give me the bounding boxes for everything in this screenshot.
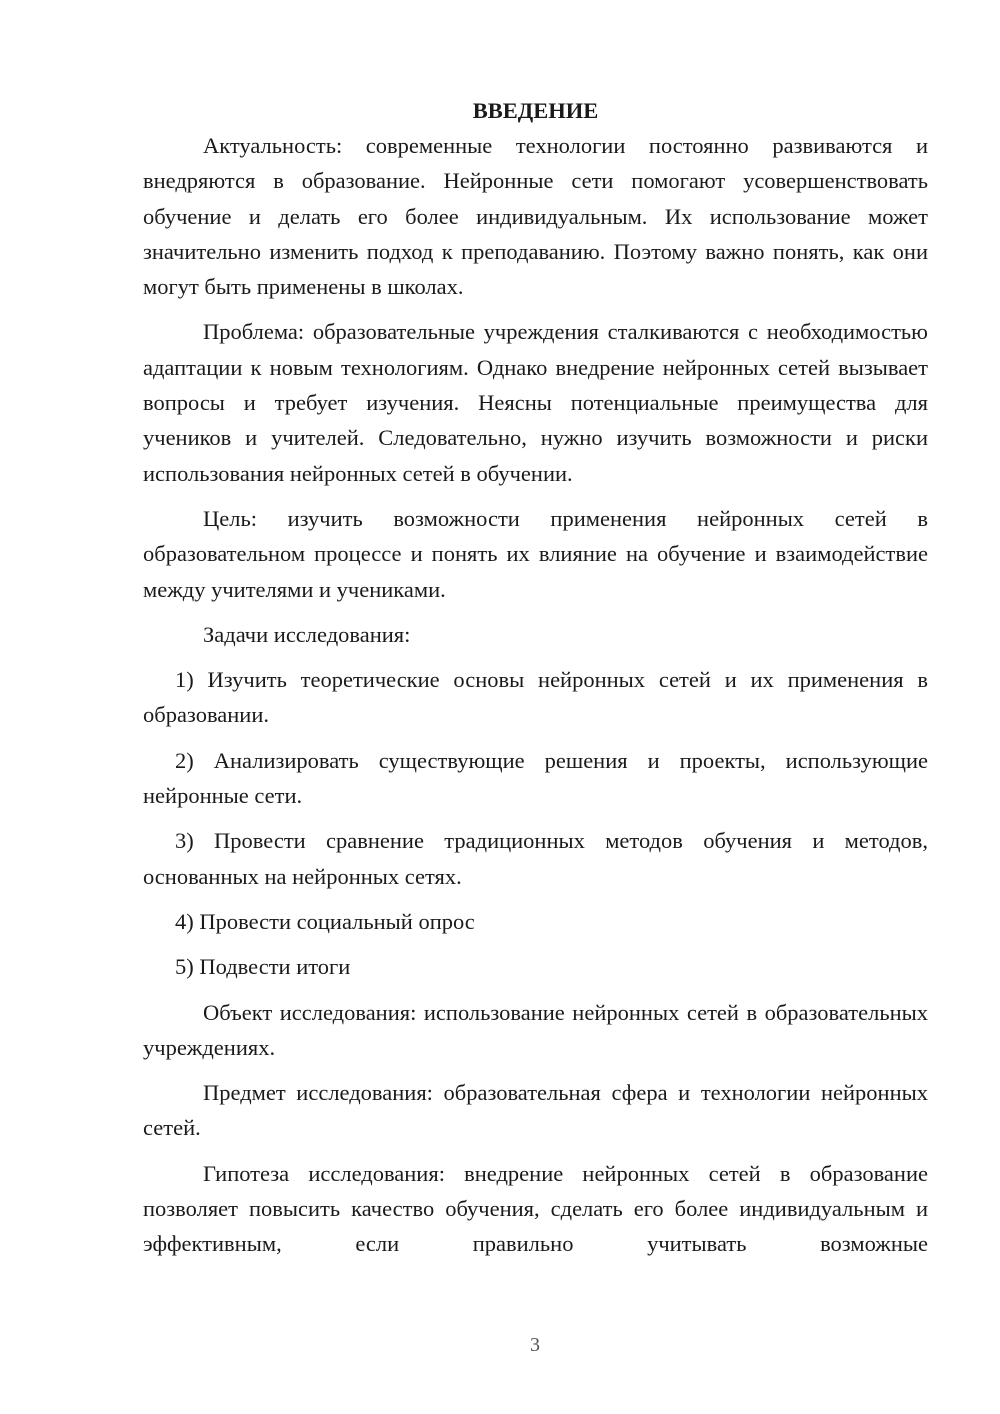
task-item-1: 1) Изучить теоретические основы нейронных сетей и их применения в образовании.: [143, 667, 928, 728]
task-item-2: 2) Анализировать существующие решения и проекты, использующие нейронные сети.: [143, 747, 928, 809]
task-item-5: 5) Подвести итоги: [175, 954, 351, 980]
task-item-4: 4) Провести социальный опрос: [175, 908, 475, 934]
hypothesis-paragraph: Гипотеза исследования: внедрение нейронных сетей в образование позволяет повысить качество обучения, сделать его более индивидуальным и эффективным, если правильно учитывать возможные: [143, 1160, 928, 1257]
task-item-3: 3) Провести сравнение традиционных методов обучения и методов, основанных на нейронных сетях.: [143, 828, 928, 889]
tasks-heading: Задачи исследования:: [203, 621, 411, 647]
relevance-paragraph: Актуальность: современные технологии постоянно развиваются и внедряются в образование. Нейронные сети помогают усовершенствовать обучение и делать его более индивидуальным. Их использование может значительно изменить подход к преподаванию. Поэтому важно понять, как они могут быть применены в школах.: [143, 133, 928, 300]
page-content: [143, 93, 928, 1272]
goal-paragraph: Цель: изучить возможности применения нейронных сетей в образовательном процессе и понять их влияние на обучение и взаимодействие между учителями и учениками.: [143, 505, 928, 602]
problem-paragraph: Проблема: образовательные учреждения сталкиваются с необходимостью адаптации к новым технологиям. Однако внедрение нейронных сетей вызывает вопросы и требует изучения. Неясны потенциальные преимущества для учеников и учителей. Следовательно, нужно изучить возможности и риски использования нейронных сетей в обучении.: [143, 319, 928, 486]
object-paragraph: Объект исследования: использование нейронных сетей в образовательных учреждениях.: [143, 999, 928, 1060]
page-number: 3: [530, 1334, 540, 1356]
page-title: ВВЕДЕНИЕ: [472, 98, 599, 123]
subject-paragraph: Предмет исследования: образовательная сфера и технологии нейронных сетей.: [143, 1080, 928, 1141]
